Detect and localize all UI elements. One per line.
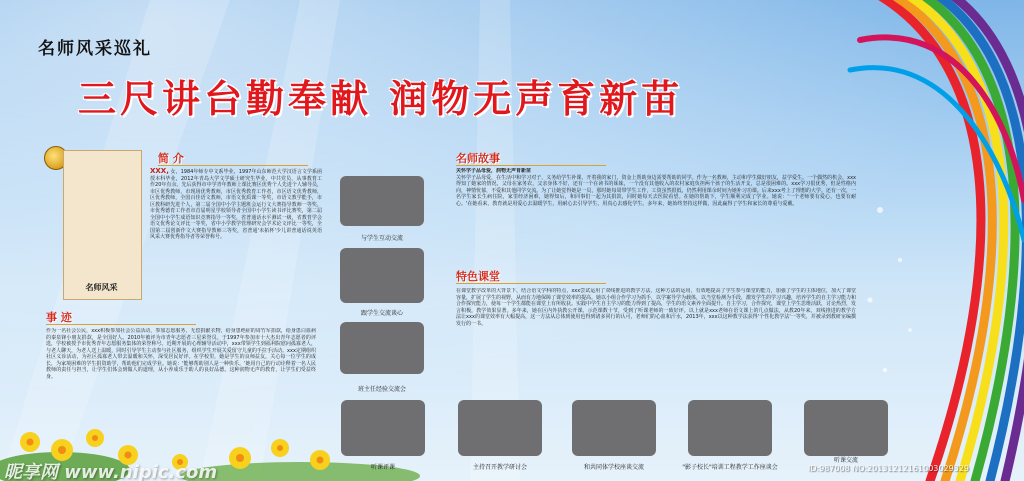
photo-bottom-2-caption: 主持召开教学研讨会: [472, 464, 527, 471]
deeds-text: 作为一名社会公民，xxx积极参加社会公益活动，参加志愿服务，无偿捐献衣物，给身患绝症的周竹军捐款，给身患白血病的秦泉锋小朋友捐款，是全国好人。2010年被评为市青年志愿者三星荣誉员。于1997年参加市十大杰出青年志愿者的评选，学校被授予市优秀青年志愿服务集体的荣誉称号。近期开展的心理辅导活动中，xxx带领学生到福利院慰问孤寡老人，与老人聊天，为老人送上温暖，同时引导学生主动参与社区服务，组织学生开展关爱留守儿童的手拉手活动。xxx定期组织社区义诊活动，为社区孤寡老人带去温暖和关怀，深受居民好评。在学校里，她是学生的良师益友，关心每一位学生的成长，为家境困难的学生捐资助学，帮助他们完成学业。她说：'能够帮助别人是一种快乐。'她用自己的行动诠释着一名人民教师的责任与担当，让学生们体会到做人的道理，从小养成乐于助人的良好品德。这种润物无声的教育，让学生们受益终身。: [46, 328, 316, 380]
story-section-title: 名师故事: [456, 152, 500, 165]
story-body: 关怀学子品母爱，在生活中和学习对子，义务给学生补课，开着我的家门，资金上帮助身边需要帮助的同学。作为一名教师，主动和学生做好朋友，益学爱生。一个偶然的机会，xxx得知了她家的情况，父母在家务农，父亲身体不好，还有一个在读书的妹妹，一个没有其他收入的农村家庭负担两个孩子的生活开支，总是很困难的。xxx学习很优秀，但是性格内向，神情忧郁，不爱和其他同学交流。为了让她觉得她是一员，那时她每周带学生工作，工资虽然很低，仍然利用课余时间为她补习功课。后来xxx考上了理想的大学。还有一次，一名学生家长生病住院，家里经济困难，她得知后，和同事们一起为其捐款，同时她每天去医院看望。在她的帮助下，学生顺利完成了学业。她说：'一个老师要有爱心，也要有耐心。'在她看来，教育就是用爱心去温暖学生，用耐心去引导学生，用真心去感化学生。多年来，她始终坚持这样做，因此赢得了学生和家长的尊重与爱戴。: [456, 174, 856, 207]
photo-center-1: [340, 176, 424, 226]
profile-body: 女，1984年师专中文系毕业，1997年山东师范大学汉语言文学系函授本科毕业，2012年青岛大学文学硕士研究生毕业，中共党员，从事教育工作20年有余。先后获得市中学青年教师上课比赛区优秀个人先进个人辅导员，市区优秀教师，市现场优秀教师，市区优秀教育工作者，市区语文优秀教师，区优秀教师，全国百佳语文教师，市语文优质课一等奖，市语文教学能手，市区教科研先进个人，第二届全国中小学主题班会运行文大赛指导教师一等奖，市优秀德育工作者市首届明星学校领导者全国中小学生读书评比赛奖，第二届全国中小学生成语知识竞赛指导一等奖，省普通话水平测试一级，省教育学会语文优秀论文评比一等奖，省中小学教学管理研究会学术论文评比一等奖，全国第二届创新作文大赛指导教师三等奖，省普通'未拓杯'少儿讲普通话说英语风采大赛优秀指导者等荣誉称号。: [150, 169, 322, 240]
photo-bottom-3: [572, 400, 656, 456]
photo-bottom-5-caption: 听课交流: [833, 457, 858, 464]
story-text: [456, 168, 856, 260]
brand-title: 名师风采巡礼: [38, 39, 152, 59]
watermark-id: ID:987008 NO:20131212161003029329: [808, 464, 969, 473]
photo-bottom-1-caption: 听课评课: [370, 464, 395, 471]
teacher-name: XXX,: [150, 168, 169, 175]
portrait-label: 名师风采: [85, 283, 118, 292]
profile-text: [150, 168, 322, 293]
photo-bottom-5: [804, 400, 888, 456]
headline: 三尺讲台勤奉献 润物无声育新苗: [78, 77, 684, 121]
photo-bottom-3-caption: 和共同体学校座谈交流: [583, 464, 644, 471]
method-section-divider: [456, 283, 606, 284]
photo-center-2: [340, 248, 424, 303]
method-text: 在课堂教学改革的大背景下，结合语文学科的特点，xxx尝试运用了双线推进的教学方法，这种方法的运用，有效地提高了学生参与课堂的能力，加强了学生的主体地位，加大了课堂容量，扩展了学生的视野，从而有力地保障了课堂效率的提高。她以小组合作学习为抓手，以学案导学为载体，以当堂检测为手段，激发学生的学习兴趣，培养学生的自主学习能力和合作探究能力，使每一个学生都能在课堂上有所收获。实践中学生自主学习的能力得到了提高，学生的语文素养全面提升。自主学习，合作探究，课堂上学生思维活跃，讨论热烈，发言积极，教学效果显著。多年来，她在区内外执教公开课、示范课数十节，受到了听课老师的一致好评。以上就是xxx老师在语文课上的几点做法，从教20年来，双线推进的教学方法让xxx的课堂效率有大幅提高，这一方法从总体到使用也得到诸多同行的认可，老师们的心血和汗水，2013年，xxx以这种教学法获得'个性化教学法'一等奖，并被录到教研室编撰发行的一书。: [456, 288, 856, 327]
story-subtitle: 关怀学子品母爱，润物无声育新苗: [456, 168, 532, 174]
method-section-title: 特色课堂: [456, 270, 500, 283]
photo-bottom-4: [688, 400, 772, 456]
profile-section-title: 简 介: [158, 152, 184, 165]
photo-bottom-2: [458, 400, 542, 456]
photo-center-2-caption: 跟学生交流谈心: [360, 310, 403, 317]
photo-center-3: [340, 322, 424, 374]
photo-center-3-caption: 班主任经验交流会: [357, 386, 406, 393]
deeds-section-title: 事 迹: [46, 311, 72, 324]
watermark-site: 昵享网 www.nipic.com: [4, 462, 218, 481]
photo-bottom-4-caption: "影子校长"培训工程教学工作座谈会: [682, 464, 778, 471]
profile-section-divider: [158, 165, 308, 166]
story-section-divider: [456, 165, 606, 166]
photo-bottom-1: [341, 400, 425, 456]
portrait-frame: [63, 150, 142, 300]
photo-center-1-caption: 与学生互动交流: [360, 235, 403, 242]
deeds-section-divider: [46, 324, 196, 325]
